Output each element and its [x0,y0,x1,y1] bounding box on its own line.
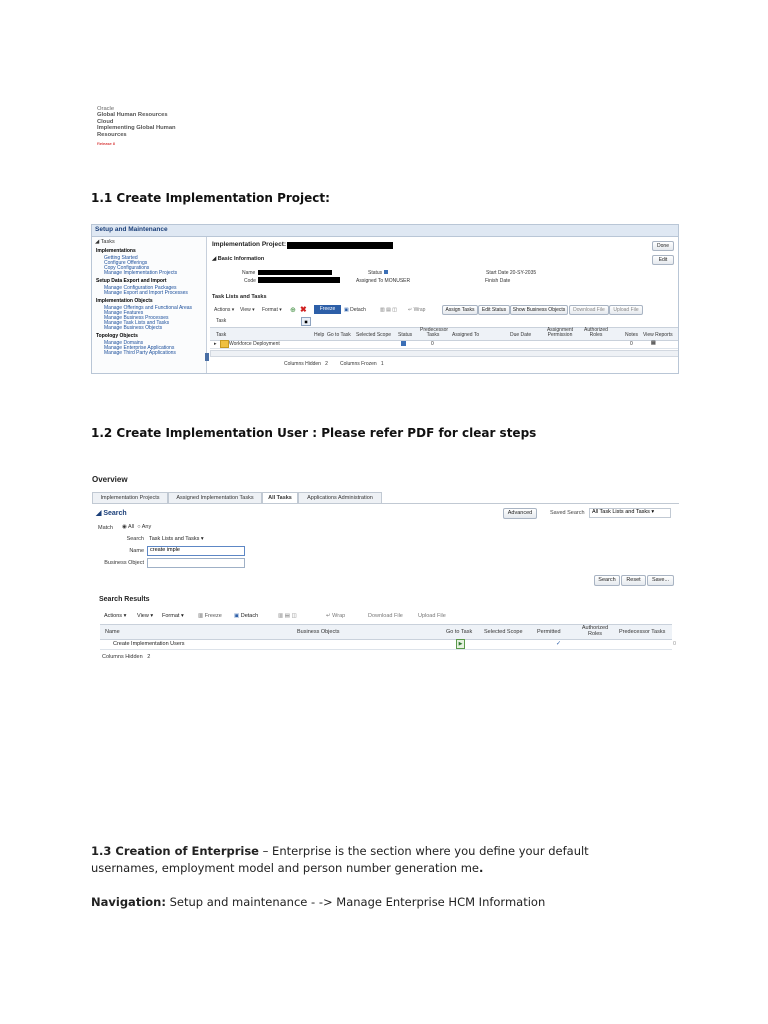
task-manage-export-import[interactable]: Manage Export and Import Processes [104,290,188,296]
section-1-1-heading: 1.1 Create Implementation Project: [91,191,330,205]
overview-title: Overview [92,475,128,484]
task-manage-impl-projects[interactable]: Manage Implementation Projects [104,270,178,276]
reset-button[interactable]: Reset [621,575,646,586]
task-manage-business-processes[interactable]: Manage Business Processes [104,315,169,321]
add-icon[interactable]: ⊕ [290,307,296,314]
row-predecessor: 0 [673,641,677,647]
show-business-objects-button[interactable]: Show Business Objects [510,305,568,315]
col-authorized-roles[interactable]: Authorized Roles [584,327,608,338]
task-getting-started[interactable]: Getting Started [104,255,138,261]
results-wrap-button[interactable]: ↵ Wrap [326,613,346,619]
col-selected-scope[interactable]: Selected Scope [356,332,392,338]
results-format-menu[interactable]: Format ▾ [162,613,184,619]
results-upload-file[interactable]: Upload File [418,613,446,619]
search-section-header: ◢ Search [96,510,127,517]
col-go-to-task[interactable]: Go to Task [446,629,473,635]
view-menu[interactable]: View ▾ [240,307,255,313]
permitted-icon: ✓ [556,641,562,647]
task-manage-offerings[interactable]: Manage Offerings and Functional Areas [104,305,193,311]
panel-splitter-handle[interactable] [205,353,209,361]
search-type-select[interactable]: Task Lists and Tasks ▾ [149,536,204,542]
folder-icon [220,340,229,348]
tab-divider [92,503,679,504]
col-permitted[interactable]: Permitted [537,629,561,635]
col-task[interactable]: Task [216,332,227,338]
cover-line-oracle: Oracle [97,106,115,112]
group-setup-data: Setup Data Export and Import [96,278,167,284]
assign-tasks-button[interactable]: Assign Tasks [442,305,478,315]
group-topology: Topology Objects [96,333,138,339]
task-manage-features[interactable]: Manage Features [104,310,144,316]
search-results-header: Search Results [99,596,150,603]
task-lists-header: Task Lists and Tasks [212,294,267,300]
row-task-name[interactable]: Workforce Deployment [229,341,280,347]
save-button[interactable]: Save... [647,575,674,586]
project-title-label: Implementation Project: [212,241,287,248]
section-1-3-period: . [479,861,484,875]
edit-button[interactable]: Edit [652,255,674,265]
tab-implementation-projects[interactable]: Implementation Projects [92,492,168,503]
name-input[interactable]: create imple [147,546,245,556]
tab-all-tasks[interactable]: All Tasks [262,492,298,503]
col-selected-scope[interactable]: Selected Scope [484,629,523,635]
horizontal-scrollbar[interactable] [210,350,679,357]
match-label: Match [98,525,113,531]
column-icons[interactable]: ▥ ▤ ◫ [380,307,397,313]
view-reports-icon[interactable]: ▤ [651,340,656,346]
col-authorized-roles[interactable]: Authorized Roles [581,625,609,637]
task-manage-task-lists[interactable]: Manage Task Lists and Tasks [104,320,170,326]
columns-frozen: Columns Frozen 1 [340,361,384,367]
status-label: Status [368,270,388,276]
cover-release: Release 8 [97,141,116,147]
results-download-file[interactable]: Download File [368,613,403,619]
saved-search-label: Saved Search [550,510,585,516]
col-assignment-permission[interactable]: Assignment Permission [546,327,574,338]
cover-line-implementing: Implementing Global Human [97,125,176,132]
col-go-to-task[interactable]: Go to Task [327,332,351,338]
col-view-reports[interactable]: View Reports [643,332,673,338]
advanced-button[interactable]: Advanced [503,508,537,519]
code-label: Code [244,278,256,284]
task-copy-configurations[interactable]: Copy Configurations [104,265,150,271]
go-to-task-icon[interactable]: ▶ [456,639,465,649]
table-row[interactable] [210,340,678,349]
delete-icon[interactable]: ✖ [300,305,307,314]
redacted-project-name [287,242,393,249]
detach-button[interactable]: ▣ Detach [344,307,366,313]
overview-search-screenshot [92,474,679,669]
section-1-3-heading: 1.3 Creation of Enterprise [91,844,259,858]
navigation-text: Setup and maintenance - -> Manage Enterprise HCM Information [165,895,546,909]
col-assigned-to[interactable]: Assigned To [452,332,480,338]
ss1-title: Setup and Maintenance [95,226,168,233]
search-type-label: Search [126,536,144,542]
results-actions-menu[interactable]: Actions ▾ [104,613,127,619]
tasks-label: ◢ Tasks [95,239,115,245]
task-configure-offerings[interactable]: Configure Offerings [104,260,148,266]
row-name[interactable]: Create Implementation Users [113,641,185,647]
name-label: Name [129,548,144,554]
business-object-input[interactable] [147,558,245,568]
cover-line-ghr: Global Human Resources [97,112,168,119]
redacted-name [258,270,332,275]
table-row[interactable] [100,639,677,650]
format-menu[interactable]: Format ▾ [262,307,282,313]
status-icon [401,341,406,346]
cover-text [97,106,176,147]
filter-icon[interactable]: ◼ [301,317,311,326]
expand-icon[interactable]: ▸ [214,341,217,347]
redacted-code [258,277,340,283]
group-impl-objects: Implementation Objects [96,298,153,304]
name-label: Name [242,270,256,276]
col-notes[interactable]: Notes [625,332,639,338]
col-due-date[interactable]: Due Date [510,332,532,338]
col-predecessor[interactable]: Predecessor Tasks [420,327,449,338]
task-manage-third-party-apps[interactable]: Manage Third Party Applications [104,350,176,356]
search-button[interactable]: Search [594,575,620,586]
wrap-button[interactable]: ↵ Wrap [408,307,426,313]
section-1-2-heading: 1.2 Create Implementation User : Please refer PDF for clear steps [91,426,537,440]
setup-maintenance-screenshot [91,224,679,374]
task-manage-domains[interactable]: Manage Domains [104,340,144,346]
task-filter-label: Task [216,318,227,324]
ss1-title-bar [92,225,678,237]
tab-applications-administration[interactable]: Applications Administration [298,492,382,503]
col-status[interactable]: Status [398,332,413,338]
freeze-button[interactable]: Freeze [314,305,341,314]
match-options[interactable]: ◉ All ○ Any [122,524,152,530]
done-button[interactable]: Done [652,241,674,251]
edit-status-button[interactable]: Edit Status [478,305,510,315]
section-1-3-text: – Enterprise is the section where you define your default usernames, employment model and person number generation me [91,844,589,875]
results-detach-button[interactable]: ▣ Detach [234,613,259,619]
task-manage-enterprise-apps[interactable]: Manage Enterprise Applications [104,345,175,351]
navigation-label: Navigation: [91,895,166,909]
task-manage-config-packages[interactable]: Manage Configuration Packages [104,285,177,291]
columns-hidden: Columns Hidden 2 [284,361,328,367]
saved-search-select[interactable]: All Task Lists and Tasks ▾ [589,508,671,518]
basic-info-header: ◢ Basic Information [212,256,265,262]
results-freeze-button[interactable]: ▥ Freeze [198,613,222,619]
results-columns-hidden: Columns Hidden 2 [102,654,151,660]
task-manage-business-objects[interactable]: Manage Business Objects [104,325,163,331]
business-object-label: Business Object [104,560,144,566]
download-file-button[interactable]: Download File [569,305,609,315]
assigned-to: Assigned To MONUSER [356,278,411,284]
tab-assigned-impl-tasks[interactable]: Assigned Implementation Tasks [168,492,262,503]
start-date: Start Date 20-SY-2035 [486,270,537,276]
results-view-menu[interactable]: View ▾ [137,613,154,619]
tasks-panel [92,237,207,373]
row-predecessor: 0 [431,341,434,347]
cover-line-resources: Resources [97,131,127,138]
project-panel [210,237,678,373]
upload-file-button[interactable]: Upload File [609,305,643,315]
col-business-objects[interactable]: Business Objects [297,629,340,635]
cover-line-cloud: Cloud [97,118,114,125]
results-column-icons[interactable]: ▥ ▤ ◫ [278,613,297,619]
actions-menu[interactable]: Actions ▾ [214,307,235,313]
section-1-3-paragraph [91,843,651,877]
col-help[interactable]: Help [314,332,325,338]
row-notes: 0 [630,341,633,347]
col-name[interactable]: Name [105,629,120,635]
col-predecessor-tasks[interactable]: Predecessor Tasks [619,629,666,635]
navigation-paragraph [91,894,651,911]
book-cover-image [90,104,207,190]
group-implementations: Implementations [96,248,136,254]
finish-date-label: Finish Date [485,278,511,284]
